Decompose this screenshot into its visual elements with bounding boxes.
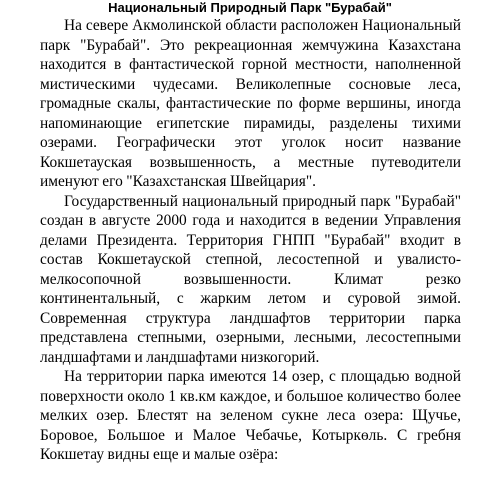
paragraph-3: На территории парка имеются 14 озер, с площадью водной поверхности около 1 кв.км каждое, и большое количество более мелких озер. Блестят на зеленом сукне леса озера: Щучье, Боровое, Большое и Малое Чебачье, Котыркөль. С гребня Кокшетау видны еще и малые озёра: (40, 368, 461, 463)
paragraph-2: Государственный национальный природный парк "Бурабай" создан в августе 2000 года и находится в ведении Управления делами Президента. Территория ГНПП "Бурабай" входит в состав Кокшетауской степной, лесостепной и увалисто-мелкосопочной возвышенности. Климат резко континентальный, с жарким летом и суровой зимой. Современная структура ландшафтов территории парка представлена степными, озерными, лесными, лесостепными ландшафтами и ландшафтами низкогорий. (40, 192, 461, 366)
document-body (40, 16, 461, 465)
paragraph-1: На севере Акмолинской области расположен Национальный парк "Бурабай". Это рекреационная жемчужина Казахстана находится в фантастической горной местности, наполненной мистическими чудесами. Великолепные сосновые леса, громадные скалы, фантастические по форме вершины, иногда напоминающие египетские пирамиды, разделены тихими озерами. Географически этот уголок носит название Кокшетауская возвышенность, а местные путеводители именуют его "Казахстанская Швейцария". (40, 17, 461, 190)
document-title: Национальный Природный Парк "Бурабай" (108, 0, 392, 15)
